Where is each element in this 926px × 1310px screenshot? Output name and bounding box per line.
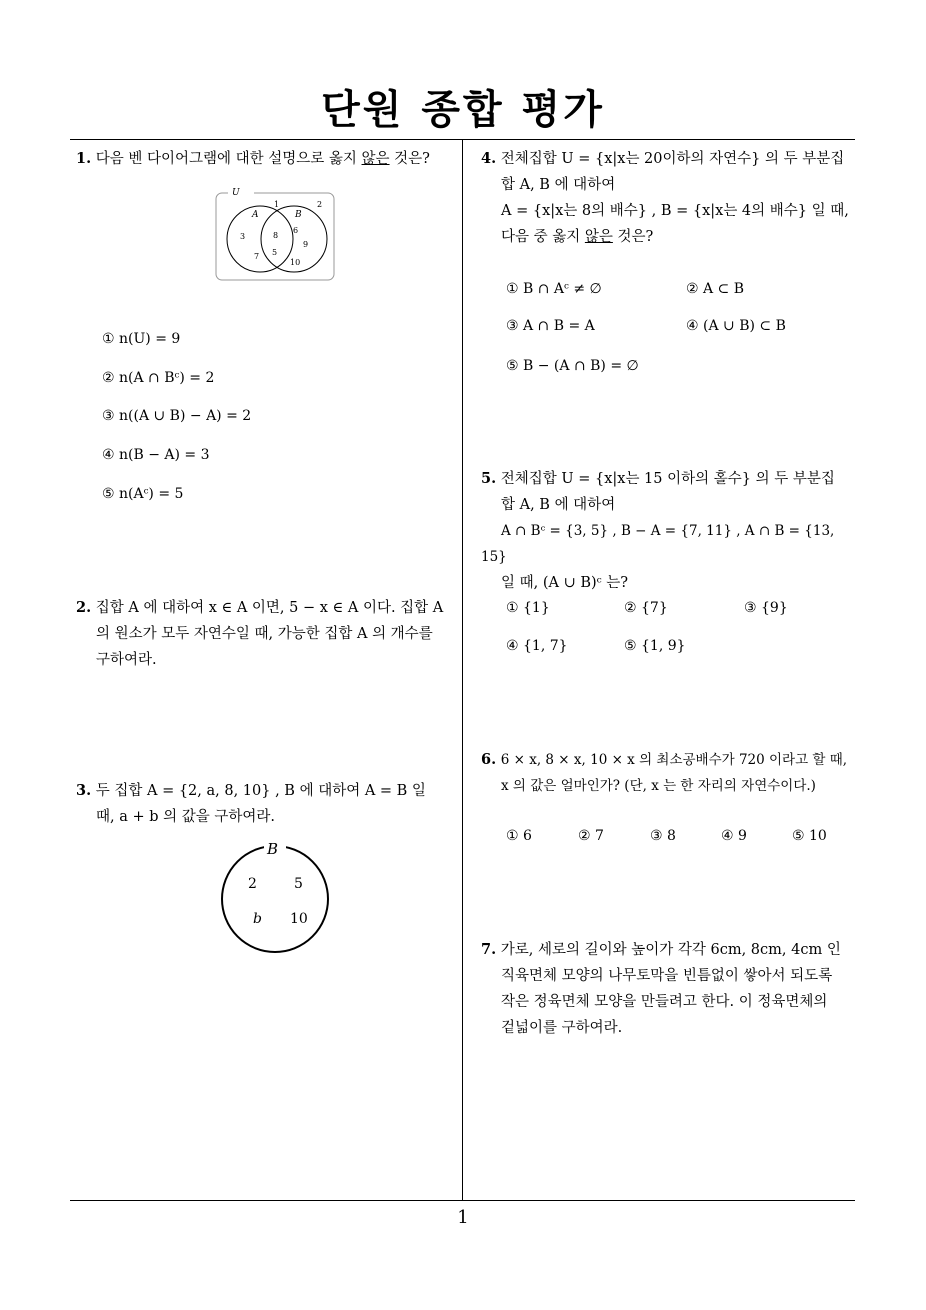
venn-element: 1 <box>274 200 280 209</box>
question-text: 다음 중 옳지 <box>501 229 585 245</box>
page-number: 1 <box>457 1207 469 1228</box>
question-text: 합 A, B 에 대하여 <box>501 497 616 513</box>
question-text: A ∩ Bᶜ = {3, 5} , B − A = {7, 11} , A ∩ B = {13, 15} <box>481 523 835 565</box>
q4-option-4[interactable]: ④ (A ∪ B) ⊂ B <box>686 318 786 334</box>
q6-option-1[interactable]: ① 6 <box>506 828 532 844</box>
question-text: x 의 값은 얼마인가? (단, x 는 한 자리의 자연수이다.) <box>501 778 816 794</box>
question-number: 6. <box>481 751 497 768</box>
bottom-rule <box>70 1200 855 1201</box>
q5-option-5[interactable]: ⑤ {1, 9} <box>624 638 686 654</box>
question-text: 가로, 세로의 길이와 높이가 각각 6cm, 8cm, 4cm 인 <box>500 942 841 958</box>
venn-element: 8 <box>273 231 279 240</box>
question-7 <box>481 937 865 1041</box>
set-b-diagram <box>216 838 334 956</box>
q6-option-5[interactable]: ⑤ 10 <box>792 828 827 844</box>
question-text: 일 때, (A ∪ B)ᶜ 는? <box>501 575 629 591</box>
q5-option-1[interactable]: ① {1} <box>506 600 550 616</box>
question-text: 것은? <box>389 151 430 167</box>
question-number: 5. <box>481 470 497 487</box>
set-element: 5 <box>294 876 303 892</box>
q5-option-2[interactable]: ② {7} <box>624 600 668 616</box>
set-b-label: B <box>295 210 302 220</box>
column-divider <box>462 139 463 1201</box>
venn-element: 5 <box>272 248 278 257</box>
question-number: 1. <box>76 150 92 167</box>
question-text: 겉넓이를 구하여라. <box>501 1020 623 1036</box>
venn-element: 10 <box>290 258 301 267</box>
question-number: 4. <box>481 150 497 167</box>
underlined-text: 않은 <box>584 229 613 245</box>
question-text: 전체집합 U = {x|x는 20이하의 자연수} 의 두 부분집 <box>500 151 845 167</box>
question-text: 것은? <box>612 229 654 245</box>
q4-option-1[interactable]: ① B ∩ Aᶜ ≠ ∅ <box>506 281 602 297</box>
question-text: 집합 A 에 대하여 x ∈ A 이면, 5 − x ∈ A 이다. 집합 A <box>95 600 444 616</box>
set-element: 10 <box>290 911 308 927</box>
question-text: 합 A, B 에 대하여 <box>501 177 616 193</box>
venn-element: 9 <box>303 240 309 249</box>
question-text: 전체집합 U = {x|x는 15 이하의 홀수} 의 두 부분집 <box>500 471 835 487</box>
question-3 <box>76 778 460 830</box>
question-text: 6 × x, 8 × x, 10 × x 의 최소공배수가 720 이라고 할 때, <box>500 752 848 768</box>
page-title: 단원 종합 평가 <box>321 87 605 133</box>
question-text: 때, a + b 의 값을 구하여라. <box>96 809 276 825</box>
question-text: 작은 정육면체 모양을 만들려고 한다. 이 정육면체의 <box>501 994 828 1010</box>
question-number: 7. <box>481 941 497 958</box>
set-a-circle <box>227 206 293 272</box>
q4-option-3[interactable]: ③ A ∩ B = A <box>506 318 595 334</box>
question-text: 두 집합 A = {2, a, 8, 10} , B 에 대하여 A = B 일 <box>95 783 426 799</box>
set-element: 2 <box>248 876 257 892</box>
universal-set-label: U <box>232 188 240 198</box>
venn-diagram <box>214 183 338 285</box>
question-text: 직육면체 모양의 나무토막을 빈틈없이 쌓아서 되도록 <box>501 968 833 984</box>
question-6 <box>481 747 865 799</box>
q5-option-4[interactable]: ④ {1, 7} <box>506 638 568 654</box>
question-4 <box>481 146 861 250</box>
underlined-text: 않은 <box>361 151 390 167</box>
question-number: 2. <box>76 599 92 616</box>
q5-option-3[interactable]: ③ {9} <box>744 600 788 616</box>
set-label: B <box>267 840 279 858</box>
venn-element: 6 <box>293 226 299 235</box>
q6-option-2[interactable]: ② 7 <box>578 828 604 844</box>
question-text: 구하여라. <box>96 652 157 668</box>
venn-element: 3 <box>240 232 246 241</box>
q1-option-2[interactable]: ② n(A ∩ Bᶜ) = 2 <box>102 370 215 386</box>
q1-option-3[interactable]: ③ n((A ∪ B) − A) = 2 <box>102 408 252 424</box>
venn-element: 7 <box>254 252 260 261</box>
venn-element: 2 <box>317 200 323 209</box>
set-element: b <box>253 911 262 927</box>
question-5 <box>481 466 861 596</box>
question-text: 다음 벤 다이어그램에 대한 설명으로 옳지 <box>95 151 362 167</box>
q6-option-4[interactable]: ④ 9 <box>721 828 747 844</box>
question-1 <box>76 146 456 172</box>
q1-option-4[interactable]: ④ n(B − A) = 3 <box>102 447 210 463</box>
q6-option-3[interactable]: ③ 8 <box>650 828 676 844</box>
question-2 <box>76 595 460 673</box>
question-text: A = {x|x는 8의 배수} , B = {x|x는 4의 배수} 일 때, <box>501 203 849 219</box>
question-number: 3. <box>76 782 92 799</box>
question-text: 의 원소가 모두 자연수일 때, 가능한 집합 A 의 개수를 <box>96 626 433 642</box>
q4-option-5[interactable]: ⑤ B − (A ∩ B) = ∅ <box>506 358 639 374</box>
q1-option-1[interactable]: ① n(U) = 9 <box>102 331 181 347</box>
q4-option-2[interactable]: ② A ⊂ B <box>686 281 745 297</box>
set-a-label: A <box>252 210 259 220</box>
set-circle <box>222 846 328 952</box>
q1-option-5[interactable]: ⑤ n(Aᶜ) = 5 <box>102 486 184 502</box>
